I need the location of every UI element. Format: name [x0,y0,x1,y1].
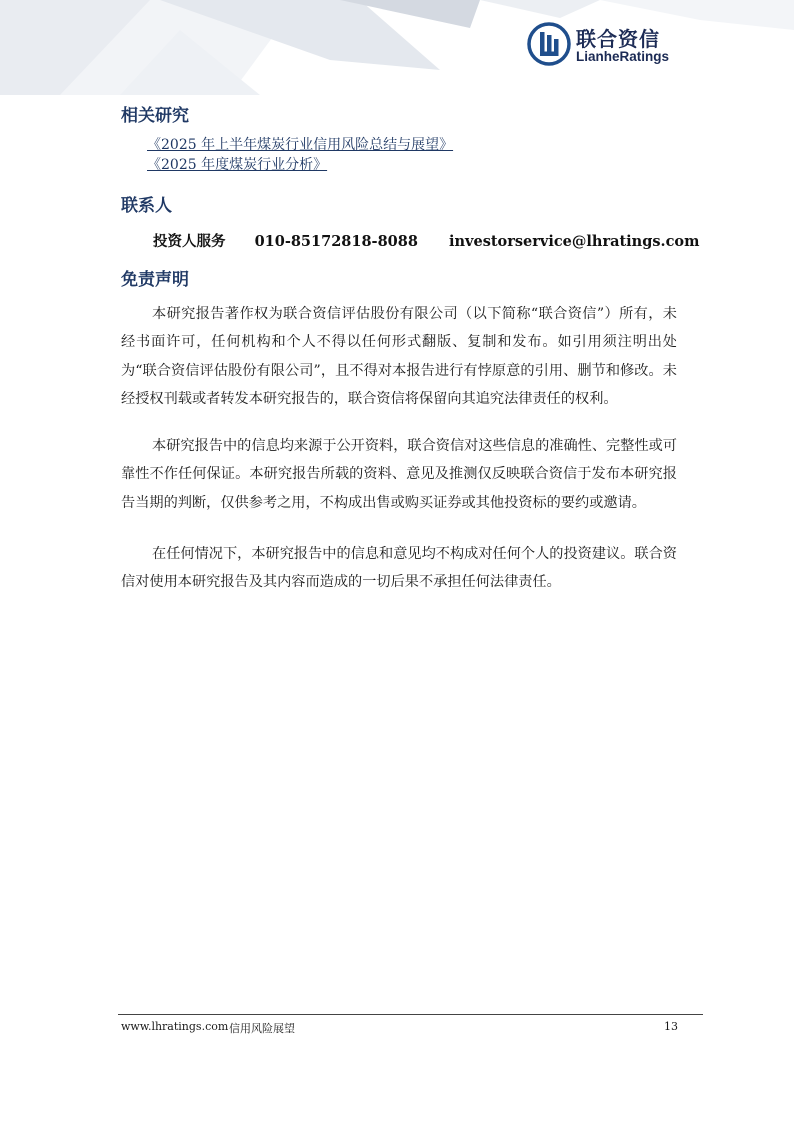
contact-email-link[interactable]: investorservice@lhratings.com [449,233,700,250]
logo-chinese-name: 联合资信 [576,27,660,51]
contact-label: 投资人服务 [153,233,226,250]
related-report-link-2[interactable]: 《2025 年度煤炭行业分析》 [147,157,328,173]
contact-heading: 联系人 [121,196,172,216]
contact-phone: 010-85172818-8088 [254,233,418,250]
footer-document-title: 信用风险展望 [229,1022,295,1035]
contact-info-row [153,230,699,250]
lianhe-logo-mark-icon [527,22,571,66]
footer-divider [118,1014,703,1015]
footer-website: www.lhratings.com [121,1020,229,1033]
logo-english-name: LianheRatings [576,49,670,64]
related-research-heading: 相关研究 [121,106,189,126]
disclaimer-paragraph-2: 本研究报告中的信息均来源于公开资料，联合资信对这些信息的准确性、完整性或可靠性不作任何保证。本研究报告所载的资料、意见及推测仅反映联合资信于发布本研究报告当期的判断，仅供参考之用，不构成出售或购买证券或其他投资标的要约或邀请。 [121,438,677,511]
related-report-link-1[interactable]: 《2025 年上半年煤炭行业信用风险总结与展望》 [147,137,454,153]
page-number: 13 [664,1020,678,1033]
disclaimer-paragraph-3: 在任何情况下，本研究报告中的信息和意见均不构成对任何个人的投资建议。联合资信对使用本研究报告及其内容而造成的一切后果不承担任何法律责任。 [121,546,677,591]
disclaimer-heading: 免责声明 [121,270,189,290]
disclaimer-paragraph-1: 本研究报告著作权为联合资信评估股份有限公司（以下简称“联合资信”）所有，未经书面许可，任何机构和个人不得以任何形式翻版、复制和发布。如引用须注明出处为“联合资信评估股份有限公司”，且不得对本报告进行有悖原意的引用、删节和修改。未经授权刊载或者转发本研究报告的，联合资信将保留向其追究法律责任的权利。 [121,306,677,407]
company-logo [527,22,677,66]
